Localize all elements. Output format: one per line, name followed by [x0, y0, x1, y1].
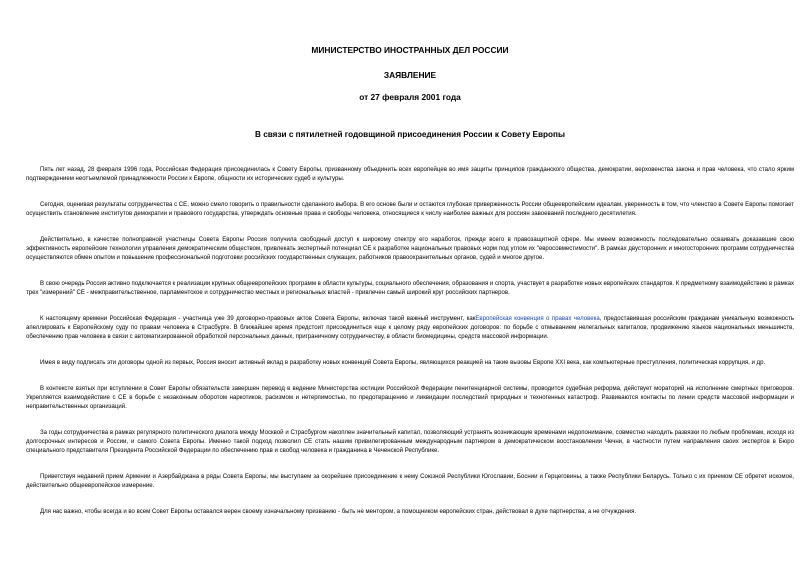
paragraph-1: Пять лет назад, 28 февраля 1996 года, Российская Федерация присоединилась к Совету Европы, призванному объединить всех европейцев во имя защиты принципов гражданского общества, демократии, верховенства закона и прав человека, что стало ярким подтверждением неотъемлемой принадлежности России к Европе, общности их исторических судеб и культуры. [26, 167, 794, 182]
paragraph-8: За годы сотрудничества в рамках регулярного политического диалога между Москвой и Страсбургом накоплен значительный капитал, позволяющий устранять возникающие временами недопонимание, совместно находить развязки по любым проблемам, исходя из долгосрочных интересов и России, и самого Совета Европы. Именно такой подход позволил СЕ стать нашим привилегированным международным партнером в демократическом восстановлении Чечни, в частности путем направления своих экспертов в Бюро специального представителя Президента Российской Федерации по обеспечению прав и свобод человека и гражданина в Чеченской Республике. [26, 430, 794, 454]
paragraph-7: В контексте взятых при вступлении в Совет Европы обязательств завершен перевод в ведение Министерства юстиции Российской Федерации пенитенциарной системы, проводится судебная реформа, действует мораторий на исполнение смертных приговоров. Укрепляется взаимодействие с СЕ в борьбе с незаконным оборотом наркотиков, расизмом и нетерпимостью, по предотвращению и ликвидации последствий природных и техногенных катастроф. Развиваются контакты по линии средств массовой информации и неправительственных организаций. [26, 386, 794, 410]
paragraph-2: Сегодня, оценивая результаты сотрудничества с СЕ, можно смело говорить о правильности сделанного выбора. В его основе были и остаются глубокая приверженность России общеевропейским идеалам, уверенность в том, что членство в Совете Европы помогает осуществить становление институтов демократии и правового государства, утверждать основные права и свободы человека, относящиеся к числу наиболее важных для россиян завоеваний последнего десятилетия. [26, 202, 794, 217]
document-title: В связи с пятилетней годовщиной присоединения России к Совету Европы [255, 130, 565, 139]
paragraph-9: Приветствуя недавний прием Армении и Азербайджана в ряды Совета Европы, мы выступаем за скорейшее присоединение к нему Союзной Республики Югославии, Боснии и Герцеговины, а также Республики Беларусь. Только с их приемом СЕ обретет искомое, действительно общеевропейское измерение. [26, 474, 794, 489]
paragraph-5-text-end: , предоставившая российским гражданам уникальную возможность апеллировать к Европейскому суду по правам человека в Страсбурге. В ближайшее время предстоит присоединиться еще к целому ряду европейских договоров: по борьбе с отмыванием нелегальных капиталов, продвижению языков национальных меньшинств, обеспечению прав человека в связи с автоматизированной обработкой персональных данных, приграничному сотрудничеству, в области биомедицины, средств массовой информации. [26, 316, 794, 340]
paragraph-10: Для нас важно, чтобы всегда и во всем Совет Европы оставался верен своему изначальному призванию - быть не ментором, а помощником европейских стран, действовал в духе партнерства, а не отчуждения. [40, 509, 637, 515]
paragraph-5 [26, 315, 794, 342]
document-body [26, 166, 794, 517]
echr-convention-link[interactable]: Европейская конвенция о правах человека [475, 316, 600, 322]
paragraph-6: Имея в виду подписать эти договоры одной из первых, Россия вносит активный вклад в разработку новых конвенций Совета Европы, являющихся реакцией на такие вызовы Европе XXI века, как компьютерные преступления, политическая коррупция, и др. [40, 360, 766, 366]
document-type-heading: ЗАЯВЛЕНИЕ [383, 70, 437, 80]
ministry-heading: МИНИСТЕРСТВО ИНОСТРАННЫХ ДЕЛ РОССИИ [311, 45, 509, 55]
document-date: от 27 февраля 2001 года [359, 92, 461, 102]
paragraph-3: Действительно, в качестве полноправной участницы Совета Европы Россия получила свободный доступ к широкому спектру его наработок, прежде всего в правозащитной сфере. Мы имеем возможность последовательно осваивать доказавшие свою эффективность европейские технологии управления демократическим обществом, привлекать экспертный потенциал СЕ к разработке национальных правовых норм под углом их "евросовместимости". В рамках двусторонних и многосторонних программ сотрудничества осуществляются обмен опытом и повышение профессиональной подготовки российских государственных служащих, работников правоохранительных органов, судей и многое другое. [26, 237, 794, 261]
paragraph-4: В свою очередь Россия активно подключается к реализации крупных общеевропейских программ в области культуры, социального обеспечения, образования и спорта, участвует в разработке новых европейских стандартов. К предметному взаимодействию в рамках трех "измерений" СЕ - межправительственное, парламентское и сотрудничество местных и региональных властей - привлечен самый широкий круг российских партнеров. [26, 281, 794, 296]
paragraph-5-text-start: К настоящему времени Российская Федерация - участница уже 39 договорно-правовых актов Совета Европы, включая такой важный инструмент, как [40, 316, 476, 322]
